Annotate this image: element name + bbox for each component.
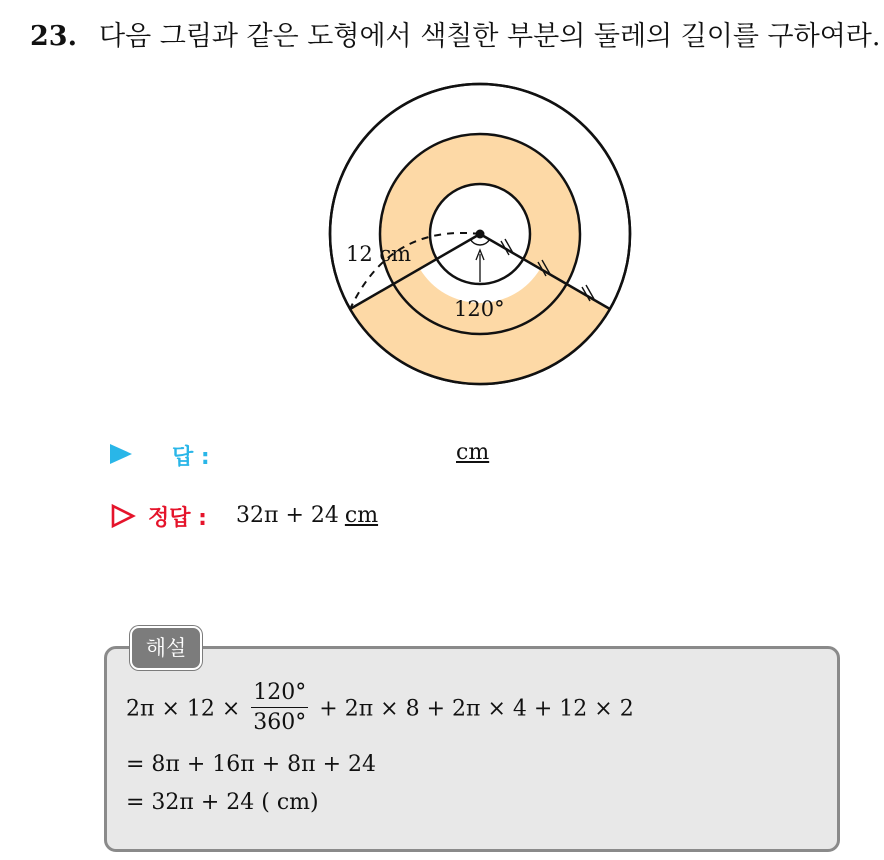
answer-label: 답 : bbox=[172, 445, 210, 470]
geometry-figure bbox=[320, 74, 640, 394]
question-text: 다음 그림과 같은 도형에서 색칠한 부분의 둘레의 길이를 구하여라. bbox=[98, 21, 881, 52]
correct-unit: cm bbox=[344, 503, 379, 528]
correct-triangle-icon bbox=[110, 503, 136, 529]
question bbox=[30, 14, 880, 53]
solution-box bbox=[104, 646, 840, 852]
answer-unit: cm bbox=[456, 440, 490, 465]
correct-value: 32π + 24 cm bbox=[236, 503, 379, 528]
correct-label: 정답 : bbox=[148, 506, 207, 531]
solution-fraction: $\frac{120^\circ}{360^\circ}$ bbox=[253, 680, 307, 735]
radius-label: 12 cm bbox=[346, 242, 412, 266]
angle-label: 120° bbox=[454, 297, 505, 321]
answer-triangle-icon bbox=[108, 442, 134, 466]
solution-line-3: = 32π + 24 ( cm) bbox=[126, 790, 319, 815]
solution-tag: 해설 bbox=[130, 626, 202, 670]
center-dot bbox=[476, 230, 485, 239]
question-number: 23. bbox=[30, 21, 77, 52]
solution-line-1: 2π × 12 × $\frac{120^\circ}{360^\circ}$ + 2π × 8 + 2π × 4 + 12 × 2 bbox=[126, 680, 634, 735]
solution-line-2: = 8π + 16π + 8π + 24 bbox=[126, 752, 377, 777]
